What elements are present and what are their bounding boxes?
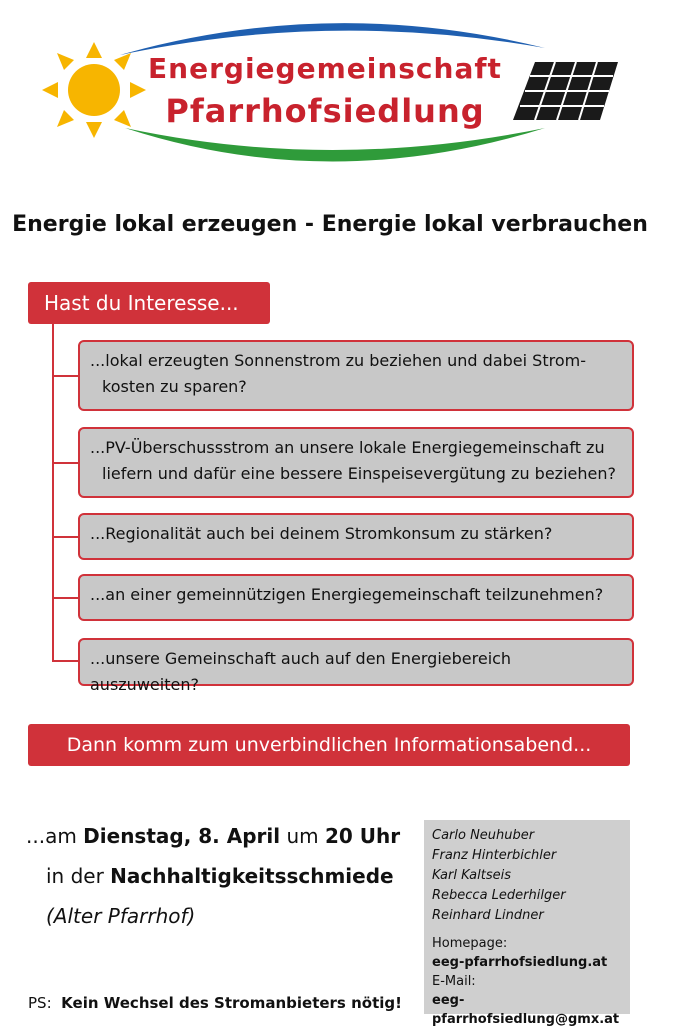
email-link[interactable]: eeg-pfarrhofsiedlung@gmx.at	[432, 993, 620, 1027]
event-info	[26, 816, 400, 936]
question-1-line2: kosten zu sparen?	[102, 377, 247, 396]
question-3	[78, 513, 634, 560]
question-4	[78, 574, 634, 621]
ps-text: Kein Wechsel des Stromanbieters nötig!	[61, 994, 402, 1012]
ps-note	[28, 994, 402, 1012]
bottom-arc	[125, 128, 545, 162]
question-2	[78, 427, 634, 498]
event-place: Nachhaltigkeitsschmiede	[110, 864, 394, 888]
question-5	[78, 638, 634, 694]
homepage-link[interactable]: eeg-pfarrhofsiedlung.at	[432, 955, 608, 970]
homepage-block	[432, 934, 622, 1029]
event-line2: in der Nachhaltigkeitsschmiede	[46, 864, 394, 888]
question-1-line1: ...lokal erzeugten Sonnenstrom zu beziehen und dabei Strom-	[90, 351, 586, 370]
contact-name: Karl Kaltseis	[432, 868, 512, 883]
question-3-line1: ...Regionalität auch bei deinem Stromkonsum zu stärken?	[90, 524, 553, 543]
homepage-label: Homepage:	[432, 936, 508, 951]
connector-3	[52, 536, 78, 538]
contact-name: Franz Hinterbichler	[432, 848, 557, 863]
connector-1	[52, 375, 78, 377]
connector-4	[52, 597, 78, 599]
top-arc	[120, 23, 545, 55]
contact-names	[432, 826, 622, 926]
email-label: E-Mail:	[432, 974, 476, 989]
contact-box	[424, 820, 630, 1027]
contact-name: Reinhard Lindner	[432, 908, 544, 923]
event-time: 20 Uhr	[325, 824, 401, 848]
connector-2	[52, 462, 78, 464]
question-1	[78, 340, 634, 411]
question-2-line2: liefern und dafür eine bessere Einspeisevergütung zu beziehen?	[102, 464, 616, 483]
title-line2: Pfarrhofsiedlung	[165, 92, 485, 130]
contact-name: Carlo Neuhuber	[432, 828, 535, 843]
slogan: Energie lokal erzeugen - Energie lokal verbrauchen	[12, 212, 648, 237]
question-4-line1: ...an einer gemeinnützigen Energiegemeinschaft teilzunehmen?	[90, 585, 604, 604]
ps-label: PS:	[28, 994, 52, 1012]
event-line1: ...am Dienstag, 8. April um 20 Uhr	[26, 824, 401, 848]
event-day: Dienstag, 8. April	[83, 824, 281, 848]
question-2-line1: ...PV-Überschussstrom an unsere lokale Energiegemeinschaft zu	[90, 438, 605, 457]
connector-5	[52, 660, 78, 662]
cta-banner: Dann komm zum unverbindlichen Informationsabend...	[28, 724, 630, 766]
title-line1: Energiegemeinschaft	[148, 52, 502, 85]
event-line3: (Alter Pfarrhof)	[46, 904, 196, 928]
question-5-line1: ...unsere Gemeinschaft auch auf den Energiebereich auszuweiten?	[90, 649, 512, 694]
interest-heading: Hast du Interesse...	[28, 282, 270, 324]
contact-name: Rebecca Lederhilger	[432, 888, 566, 903]
